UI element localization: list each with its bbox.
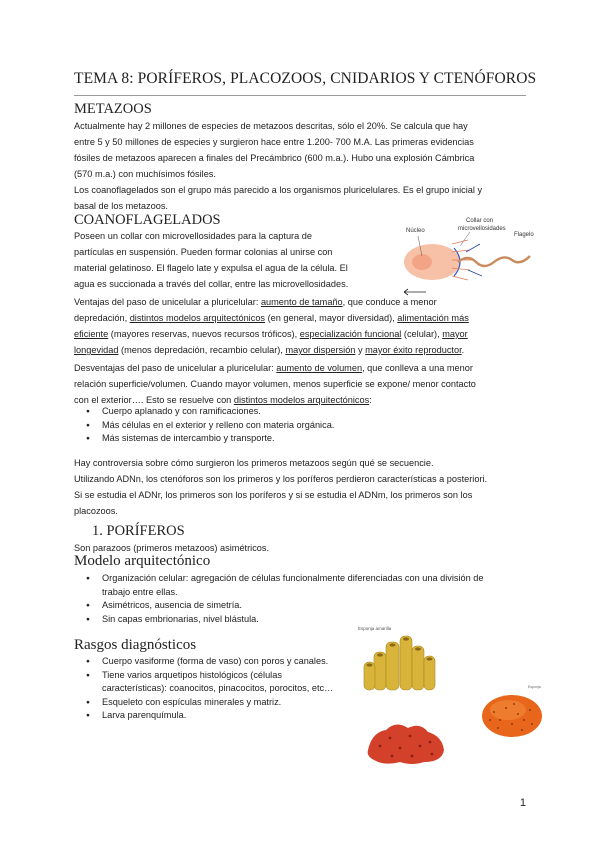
- text-line: placozoos.: [74, 506, 118, 516]
- sponge-highlight: [490, 700, 526, 720]
- text-run: (celular),: [401, 329, 443, 339]
- list-item: ● Cuerpo aplanado y con ramificaciones.: [74, 405, 514, 419]
- list-item: ● Tiene varios arquetipos histológicos (células características): coanocitos, pinacocitos, porocitos, etc…: [74, 669, 346, 696]
- text-line: [74, 326, 534, 342]
- choanoflagellate-diagram: [396, 214, 536, 296]
- text-run: , que conlleva a una menor: [362, 363, 473, 373]
- desventajas-list: [74, 405, 514, 446]
- leader-line: [460, 232, 470, 246]
- metazoos-paragraph: [74, 118, 534, 214]
- text-run: (menos depredación, recambio celular),: [118, 345, 286, 355]
- text-run: Ventajas del paso de unicelular a pluricelular:: [74, 297, 261, 307]
- list-item: ● Esqueleto con espículas minerales y matriz.: [74, 696, 346, 710]
- flow-arrow: [466, 244, 480, 252]
- underlined-term: distintos modelos arquitectónicos: [129, 313, 266, 323]
- rasgos-list: [74, 655, 346, 723]
- subheading-rasgos-diagnosticos: Rasgos diagnósticos: [74, 637, 197, 653]
- text-line: agua es succionada a través del collar, entre las microvellosidades.: [74, 279, 349, 289]
- text-line: Hay controversia sobre cómo surgieron los primeros metazoos según qué se secuencie.: [74, 458, 434, 468]
- underlined-term: alimentación más: [397, 313, 469, 323]
- text-line: Utilizando ADNn, los ctenóforos son los primeros y los poríferos perdieron características a posteriori.: [74, 474, 488, 484]
- text-line: (570 m.a.) con muchísimos fósiles.: [74, 169, 216, 179]
- text-line: partículas en suspensión. Pueden formar colonias al unirse con: [74, 247, 333, 257]
- text-run: Desventajas del paso de unicelular a pluricelular:: [74, 363, 277, 373]
- underlined-term: especialización funcional: [299, 329, 402, 339]
- section-heading-coanoflagelados: COANOFLAGELADOS: [74, 212, 221, 228]
- sponge-tubes: [364, 636, 435, 690]
- text-line: Los coanoflagelados son el grupo más parecido a los organismos pluricelulares. Es el grupo inicial y: [74, 185, 483, 195]
- underlined-term: distintos modelos arquitectónicos: [233, 395, 370, 405]
- text-line: Si se estudia el ADNr, los primeros son los poríferos y si se estudia el ADNm, los primeros son los: [74, 490, 473, 500]
- list-item: ● Organización celular: agregación de células funcionalmente diferenciadas con una división de trabajo entre ellas.: [74, 572, 494, 599]
- modelo-list: [74, 572, 494, 626]
- subheading-modelo-arquitectonico: Modelo arquitectónico: [74, 553, 211, 569]
- label-flagelo: Flagelo: [514, 232, 534, 238]
- underlined-term: aumento de tamaño: [260, 297, 343, 307]
- text-line: material gelatinoso. El flagelo late y expulsa el agua de la célula. El: [74, 263, 348, 273]
- poriferos-intro: Son parazoos (primeros metazoos) asimétricos.: [74, 543, 270, 553]
- text-line: relación superficie/volumen. Cuando mayor volumen, menos superficie se expone/ menor contacto: [74, 379, 476, 389]
- text-line: basal de los metazoos.: [74, 201, 168, 211]
- text-run: .: [461, 345, 465, 355]
- underlined-term: eficiente: [74, 329, 109, 339]
- underlined-term: aumento de volumen: [276, 363, 363, 373]
- orange-sponge-image: [478, 678, 546, 740]
- desventajas-paragraph: [74, 360, 534, 408]
- sponge-caption: Esponja amarilla: [358, 626, 392, 631]
- flagellum-shape: [458, 256, 530, 266]
- coanoflagelados-paragraph: [74, 228, 384, 292]
- text-line: [74, 310, 534, 326]
- sponge-caption: Esponja: [528, 685, 541, 689]
- label-collar-2: microvellosidades: [458, 226, 506, 232]
- list-item: ● Más células en el exterior y relleno con materia orgánica.: [74, 419, 514, 433]
- text-run: (mayores reservas, nuevos recursos tróficos),: [108, 329, 300, 339]
- text-line: [74, 360, 534, 376]
- list-item: ● Asimétricos, ausencia de simetría.: [74, 599, 494, 613]
- page-number: 1: [519, 797, 526, 809]
- text-line: entre 5 y 50 millones de especies y surgieron hace entre 1.200- 700 M.A. Las primeras evidencias: [74, 137, 474, 147]
- underlined-term: mayor éxito reproductor: [365, 345, 462, 355]
- nucleus-shape: [412, 254, 432, 270]
- text-run: (en general, mayor diversidad),: [265, 313, 398, 323]
- underlined-term: mayor: [442, 329, 468, 339]
- text-run: con el exterior…. Esto se resuelve con: [74, 395, 234, 405]
- controversia-paragraph: [74, 455, 534, 519]
- section-heading-poriferos: 1. PORÍFEROS: [92, 523, 185, 539]
- list-item: ● Sin capas embrionarias, nivel blástula.: [74, 613, 494, 627]
- yellow-sponge-image: [356, 622, 456, 694]
- text-line: [74, 342, 534, 358]
- text-run: depredación,: [74, 313, 130, 323]
- title-divider: [74, 95, 526, 96]
- ventajas-paragraph: [74, 294, 534, 358]
- text-run: y: [355, 345, 366, 355]
- text-run: :: [369, 395, 372, 405]
- label-collar-1: Collar con: [466, 218, 494, 224]
- label-nucleo: Núcleo: [406, 228, 425, 234]
- list-item: ● Larva parenquímula.: [74, 709, 346, 723]
- text-line: fósiles de metazoos aparecen a finales del Precámbrico (600 m.a.). Hubo una explosión Cámbrica: [74, 153, 475, 163]
- text-line: [74, 294, 534, 310]
- red-sponge-image: [362, 716, 450, 768]
- underlined-term: longevidad: [74, 345, 119, 355]
- list-item: ● Más sistemas de intercambio y transporte.: [74, 432, 514, 446]
- text-line: Poseen un collar con microvellosidades para la captura de: [74, 231, 312, 241]
- underlined-term: mayor dispersión: [285, 345, 356, 355]
- flow-arrow: [468, 270, 482, 276]
- list-item: ● Cuerpo vasiforme (forma de vaso) con poros y canales.: [74, 655, 346, 669]
- page-title: TEMA 8: PORÍFEROS, PLACOZOOS, CNIDARIOS Y CTENÓFOROS: [74, 70, 537, 87]
- section-heading-metazoos: METAZOOS: [74, 101, 152, 117]
- sponge-body: [368, 724, 444, 764]
- text-run: , que conduce a menor: [342, 297, 437, 307]
- text-line: Actualmente hay 2 millones de especies de metazoos descritas, sólo el 20%. Se calcula que hay: [74, 121, 468, 131]
